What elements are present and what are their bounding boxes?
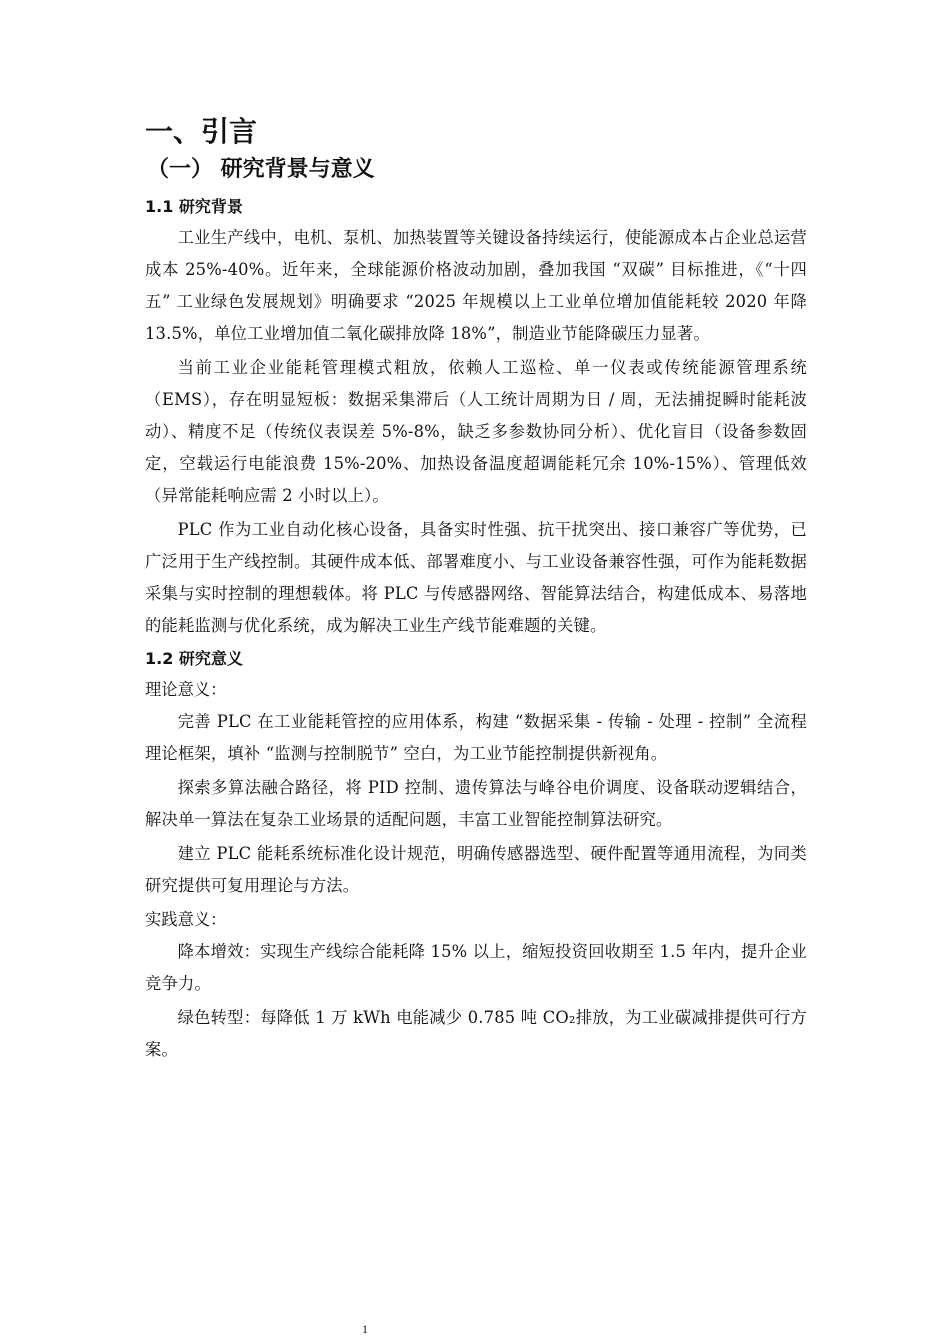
paragraph-theory-2: 探索多算法融合路径，将 PID 控制、遗传算法与峰谷电价调度、设备联动逻辑结合，解决单一算法在复杂工业场景的适配问题，丰富工业智能控制算法研究。: [145, 778, 807, 829]
paragraph-theory-1: 完善 PLC 在工业能耗管控的应用体系，构建 “数据采集 - 传输 - 处理 - 控制” 全流程理论框架，填补 “监测与控制脱节” 空白，为工业节能控制提供新视角。: [145, 712, 807, 763]
theory-significance-label: 理论意义：: [145, 680, 227, 699]
section-heading: （一） 研究背景与意义: [147, 157, 375, 182]
practice-significance-label: 实践意义：: [145, 910, 227, 929]
subsection-heading-1-2: 1.2 研究意义: [145, 649, 243, 668]
paragraph-practice-1: 降本增效：实现生产线综合能耗降 15% 以上，缩短投资回收期至 1.5 年内，提升企业竞争力。: [145, 942, 807, 993]
paragraph-background-1: 工业生产线中，电机、泵机、加热装置等关键设备持续运行，使能源成本占企业总运营成本 25%-40%。近年来，全球能源价格波动加剧，叠加我国 “双碳” 目标推进，《“十四五” 工业绿色发展规划》明确要求 “2025 年规模以上工业单位增加值能耗较 2020 年降 13.5%，单位工业增加值二氧化碳排放降 18%”，制造业节能降碳压力显著。: [145, 228, 807, 343]
paragraph-practice-2: 绿色转型：每降低 1 万 kWh 电能减少 0.785 吨 CO₂排放，为工业碳减排提供可行方案。: [145, 1008, 807, 1059]
paragraph-theory-3: 建立 PLC 能耗系统标准化设计规范，明确传感器选型、硬件配置等通用流程，为同类研究提供可复用理论与方法。: [145, 844, 807, 895]
subsection-heading-1-1: 1.1 研究背景: [145, 197, 243, 216]
page-content: [145, 112, 807, 1068]
paragraph-background-3: PLC 作为工业自动化核心设备，具备实时性强、抗干扰突出、接口兼容广等优势，已广泛用于生产线控制。其硬件成本低、部署难度小、与工业设备兼容性强，可作为能耗数据采集与实时控制的理想载体。将 PLC 与传感器网络、智能算法结合，构建低成本、易落地的能耗监测与优化系统，成为解决工业生产线节能难题的关键。: [145, 520, 807, 635]
paragraph-background-2: 当前工业企业能耗管理模式粗放，依赖人工巡检、单一仪表或传统能源管理系统（EMS），存在明显短板：数据采集滞后（人工统计周期为日 / 周，无法捕捉瞬时能耗波动）、精度不足（传统仪表误差 5%-8%，缺乏多参数协同分析）、优化盲目（设备参数固定，空载运行电能浪费 15%-20%、加热设备温度超调能耗冗余 10%-15%）、管理低效（异常能耗响应需 2 小时以上）。: [145, 358, 807, 505]
chapter-heading: 一、引言: [145, 115, 258, 148]
page-number: 1: [362, 1322, 368, 1336]
